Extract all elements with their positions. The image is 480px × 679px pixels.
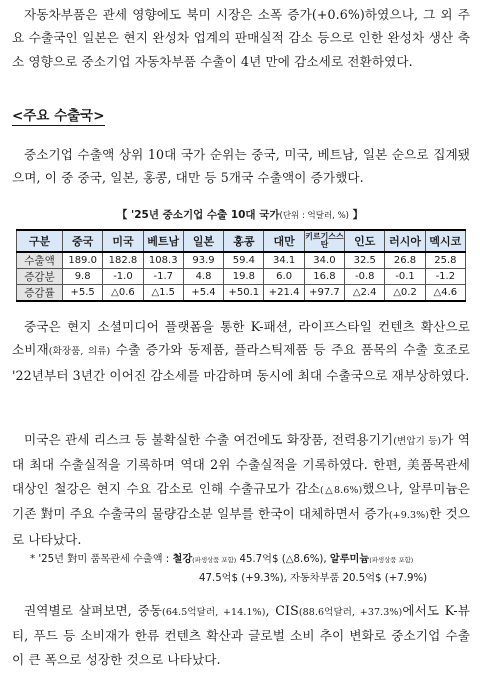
export-table xyxy=(16,229,466,302)
footnote-tariff-exports: * '25년 對미 품목관세 수출액 : 철강(파생상품 포함) 45.7억$ (△8.6%), 알루미늄(파생상품 포함) 47.5억$ (+9.3%), 자동차부품 20.5억$ (+7.9%) xyxy=(30,554,428,584)
table-header-cell: 베트남 xyxy=(143,230,183,252)
table-cell: 34.0 xyxy=(304,252,344,269)
table-header-cell: 구분 xyxy=(17,230,63,252)
table-cell: △0.2 xyxy=(385,285,425,302)
table-cell: 19.8 xyxy=(224,269,264,285)
table-cell: 16.8 xyxy=(304,269,344,285)
table-cell: 26.8 xyxy=(385,252,425,269)
paragraph-top-countries: 중소기업 수출액 상위 10대 국가 순위는 중국, 미국, 베트남, 일본 순으로 집계됐으며, 이 중 중국, 일본, 홍콩, 대만 등 5개국 수출액이 증가했다. xyxy=(12,147,470,186)
table-cell: 34.1 xyxy=(264,252,304,269)
table-header-cell: 멕시코 xyxy=(425,230,465,252)
table-unit: (단위 : 억달러, %) xyxy=(279,211,349,221)
table-header-cell: 인도 xyxy=(345,230,385,252)
table-cell: △0.6 xyxy=(103,285,143,302)
inline-note: (화장품, 의류) xyxy=(48,346,111,358)
table-header-cell: 미국 xyxy=(103,230,143,252)
table-row xyxy=(17,252,466,269)
row-label: 증감분 xyxy=(17,269,63,285)
table-cell: +5.5 xyxy=(63,285,103,302)
paragraph-regions: 권역별로 살펴보면, 중동(64.5억달러, +14.1%), CIS(88.6억달러, +37.3%)에서도 K-뷰티, 푸드 등 소비재가 한류 컨텐츠 확산과 글로벌 소비 추이 변화로 중소기업 수출이 큰 폭으로 성장한 것으로 나타났다. xyxy=(12,603,470,667)
table-cell: 182.8 xyxy=(103,252,143,269)
table-cell: 108.3 xyxy=(143,252,183,269)
table-cell: -0.1 xyxy=(385,269,425,285)
table-cell: 4.8 xyxy=(183,269,223,285)
table-header-cell: 홍콩 xyxy=(224,230,264,252)
table-cell: -1.7 xyxy=(143,269,183,285)
inline-note: (88.6억달러, +37.3%) xyxy=(298,607,403,618)
table-cell: 93.9 xyxy=(183,252,223,269)
table-cell: -1.0 xyxy=(103,269,143,285)
table-cell: +97.7 xyxy=(304,285,344,302)
table-cell: 9.8 xyxy=(63,269,103,285)
inline-note: (△8.6%) xyxy=(320,484,363,496)
table-cell: -1.2 xyxy=(425,269,465,285)
paragraph-china: 중국은 현지 소셜미디어 플랫폼을 통한 K-패션, 라이프스타일 컨텐츠 확산으로 소비재(화장품, 의류) 수출 증가와 동제품, 플라스틱제품 등 주요 품목의 수출 호조로 '22년부터 3년간 이어진 감소세를 마감하며 동시에 최대 수출국으로 재부상하였다. xyxy=(12,319,470,383)
table-header-cell: 대만 xyxy=(264,230,304,252)
table-cell: △4.6 xyxy=(425,285,465,302)
table-cell: 32.5 xyxy=(345,252,385,269)
table-cell: △2.4 xyxy=(345,285,385,302)
row-label: 수출액 xyxy=(17,252,63,269)
table-cell: 189.0 xyxy=(63,252,103,269)
inline-note: (+9.3%) xyxy=(388,510,430,522)
table-cell: +5.4 xyxy=(183,285,223,302)
paragraph-usa: 미국은 관세 리스크 등 불확실한 수출 여건에도 화장품, 전력용기기(변압기 등)가 역대 최대 수출실적을 기록하며 역대 2위 수출실적을 기록하였다. 한편, 美품목관세 대상인 철강은 현지 수요 감소로 인해 수출규모가 감소(△8.6%)했으나, 알루미늄은 기존 對미 주요 수출국의 물량감소분 일부를 한국이 대체하면서 증가(+9.3%)한 것으로 나타났다. xyxy=(12,432,470,547)
table-header-cell: 키르기스스탄 xyxy=(304,230,344,252)
table-title: 【 '25년 중소기업 수출 10대 국가(단위 : 억달러, %) 】 xyxy=(116,209,364,221)
table-cell: -0.8 xyxy=(345,269,385,285)
row-label: 증감률 xyxy=(17,285,63,302)
table-row xyxy=(17,285,466,302)
table-header-cell: 중국 xyxy=(63,230,103,252)
table-header-row xyxy=(17,230,466,252)
table-cell: +50.1 xyxy=(224,285,264,302)
section-heading: <주요 수출국> xyxy=(12,108,105,124)
table-header-cell: 러시아 xyxy=(385,230,425,252)
table-cell: △1.5 xyxy=(143,285,183,302)
table-header-cell: 일본 xyxy=(183,230,223,252)
table-cell: 6.0 xyxy=(264,269,304,285)
inline-note: (64.5억달러, +14.1%) xyxy=(162,607,266,618)
table-row xyxy=(17,269,466,285)
table-cell: 25.8 xyxy=(425,252,465,269)
table-cell: +21.4 xyxy=(264,285,304,302)
table-cell: 59.4 xyxy=(224,252,264,269)
inline-note: (변압기 등) xyxy=(393,436,442,447)
paragraph-auto-parts: 자동차부품은 관세 영향에도 북미 시장은 소폭 증가(+0.6%)하였으나, 그 외 주요 수출국인 일본은 현지 완성차 업계의 판매실적 감소 등으로 인한 완성차 생산 축소 영향으로 중소기업 자동차부품 수출이 4년 만에 감소세로 전환하였다. xyxy=(12,7,470,69)
